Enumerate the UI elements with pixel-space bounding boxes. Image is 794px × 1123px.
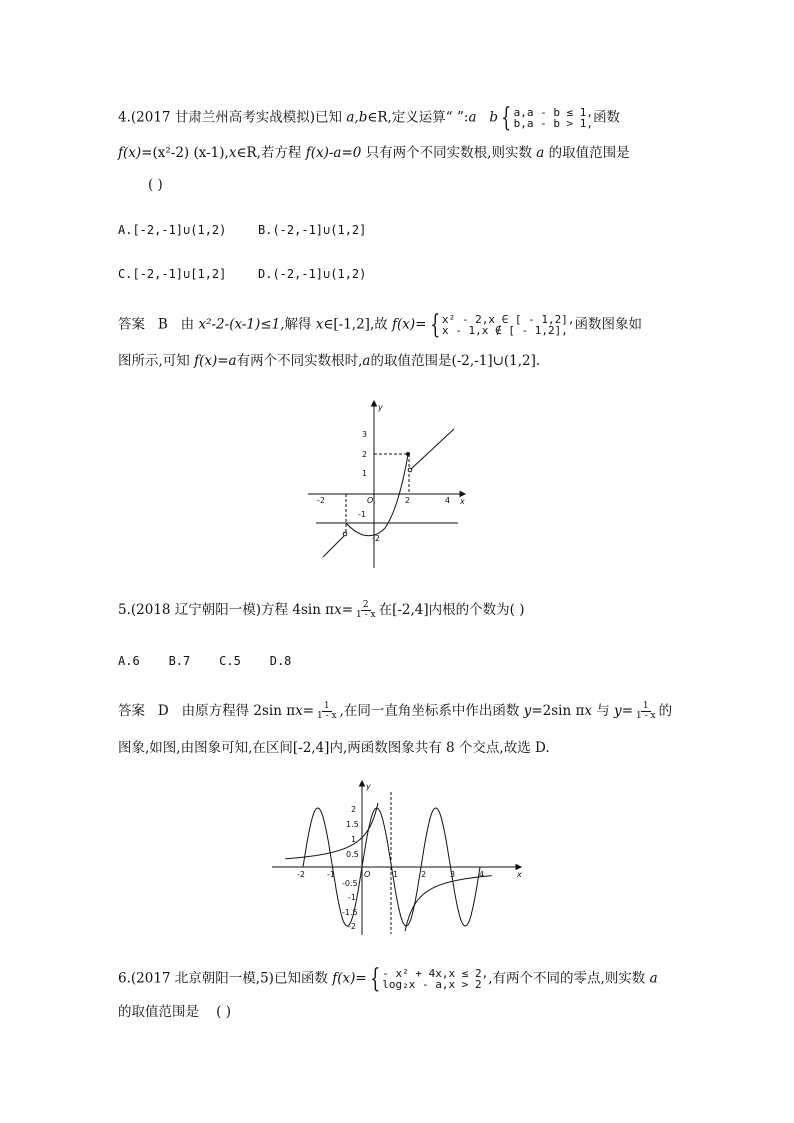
q4-operation-cases: { a,a - b ≤ 1, b,a - b > 1, (501, 103, 594, 133)
y-tick-label: 3 (362, 430, 368, 439)
y-tick-label: 1.5 (346, 820, 359, 829)
y-tick-label: -2 (348, 922, 356, 931)
q5-options: A.6 B.7 C.5 D.8 (118, 654, 292, 668)
graph-right-ray (411, 429, 454, 469)
y-axis-label: y (378, 403, 383, 412)
y-tick-label: -1.5 (342, 908, 358, 917)
q4-option-c: C.[-2,-1]∪[1,2] (118, 267, 227, 281)
q4-answer-blank: ( ) (148, 177, 163, 193)
x-axis-arrow (516, 865, 521, 870)
q4-option-b: B.(-2,-1]∪(1,2] (258, 223, 367, 237)
y-axis-arrow (360, 781, 365, 786)
graph-left-ray (323, 536, 344, 557)
q4-function-graph (308, 400, 468, 570)
x-axis-label: x (460, 497, 465, 506)
y-tick-label: -0.5 (342, 879, 358, 888)
q4-option-d: D.(-2,-1]∪(1,2) (258, 267, 367, 281)
y-tick-label: 1 (351, 835, 357, 844)
open-point-right (408, 468, 412, 472)
y-axis-label: y (366, 782, 371, 791)
x-axis-arrow (460, 492, 465, 497)
closed-point-top (407, 453, 410, 456)
x-tick-label: -2 (317, 496, 325, 505)
y-tick-label: 2 (362, 450, 368, 459)
x-tick-label: 1 (393, 870, 399, 879)
q6-piecewise-cases: { - x² + 4x,x ≤ 2, log₂x - a,x > 2 (370, 964, 489, 994)
x-tick-label: 3 (450, 870, 456, 879)
origin-label: O (367, 496, 374, 505)
q5-stem: 5.(2018 辽宁朝阳一模)方程 4sin πx= $\frac{2}{1 - x}$ 在[-2,4]内根的个数为( ) (118, 600, 525, 620)
open-point-left (343, 532, 347, 536)
y-tick-label: -1 (358, 510, 366, 519)
q6-stem-line2: 的取值范围是 ( ) (118, 1004, 231, 1020)
origin-label: O (364, 870, 371, 879)
y-tick-label: -2 (372, 534, 380, 543)
q5-solution-line2: 图象,如图,由图象可知,在区间[-2,4]内,两函数图象共有 8 个交点,故选 D. (118, 740, 550, 756)
y-axis-arrow (372, 401, 377, 406)
q5-fraction: $\frac{2}{1 - x}$ (356, 600, 376, 620)
x-tick-label: -1 (327, 870, 335, 879)
q5-function-graph (268, 778, 528, 938)
hyperbola-left-branch (285, 803, 378, 859)
answer-letter: D (157, 703, 169, 719)
q4-stem-line2: f(x)=(x²-2) (x-1),x∈R,若方程 f(x)-a=0 只有两个不同实数根,则实数 a 的取值范围是 (118, 145, 630, 161)
q4-solution-line1: 答案 B 由 x²-2-(x-1)≤1,解得 x∈[-1,2],故 f(x)= { x² - 2,x ∈ [ - 1,2], x - 1,x ∉ [ - 1,2], 函数图象如 (118, 310, 642, 340)
x-tick-label: 4 (479, 870, 485, 879)
y-tick-label: 2 (351, 805, 357, 814)
graph-parabola (346, 455, 411, 536)
x-tick-label: 2 (405, 496, 411, 505)
x-tick-label: 2 (421, 870, 427, 879)
q4-option-a: A.[-2,-1]∪(1,2) (118, 223, 227, 237)
q5-solution-fraction: $\frac{1}{1 - x}$ (317, 701, 337, 721)
q4-solution-line2: 图所示,可知 f(x)=a有两个不同实数根时,a的取值范围是(-2,-1]∪(1,2]. (118, 353, 541, 369)
answer-letter: B (157, 316, 168, 333)
x-tick-label: -2 (297, 870, 305, 879)
q4-solution-cases: { x² - 2,x ∈ [ - 1,2], x - 1,x ∉ [ - 1,2], (429, 310, 575, 340)
answer-label: 答案 (118, 316, 145, 333)
y-tick-label: 0.5 (346, 850, 359, 859)
q5-solution-fraction-2: $\frac{1}{1 - x}$ (636, 701, 656, 721)
q5-solution-line1: 答案 D 由原方程得 2sin πx= $\frac{1}{1 - x}$ ,在同一直角坐标系中作出函数 y=2sin πx 与 y= $\frac{1}{1 - x}$ 的 (118, 701, 673, 721)
x-axis-label: x (517, 870, 522, 879)
x-tick-label: 4 (445, 496, 451, 505)
q4-stem-line1: 4.(2017 甘肃兰州高考实战模拟)已知 a,b∈R,定义运算“ ”:a b { a,a - b ≤ 1, b,a - b > 1, 函数 (118, 103, 621, 133)
y-tick-label: 1 (362, 469, 368, 478)
y-tick-label: -1 (348, 893, 356, 902)
answer-label: 答案 (118, 703, 145, 719)
q6-stem-line1: 6.(2017 北京朝阳一模,5)已知函数 f(x)= { - x² + 4x,x ≤ 2, log₂x - a,x > 2 ,有两个不同的零点,则实数 a (118, 964, 658, 994)
